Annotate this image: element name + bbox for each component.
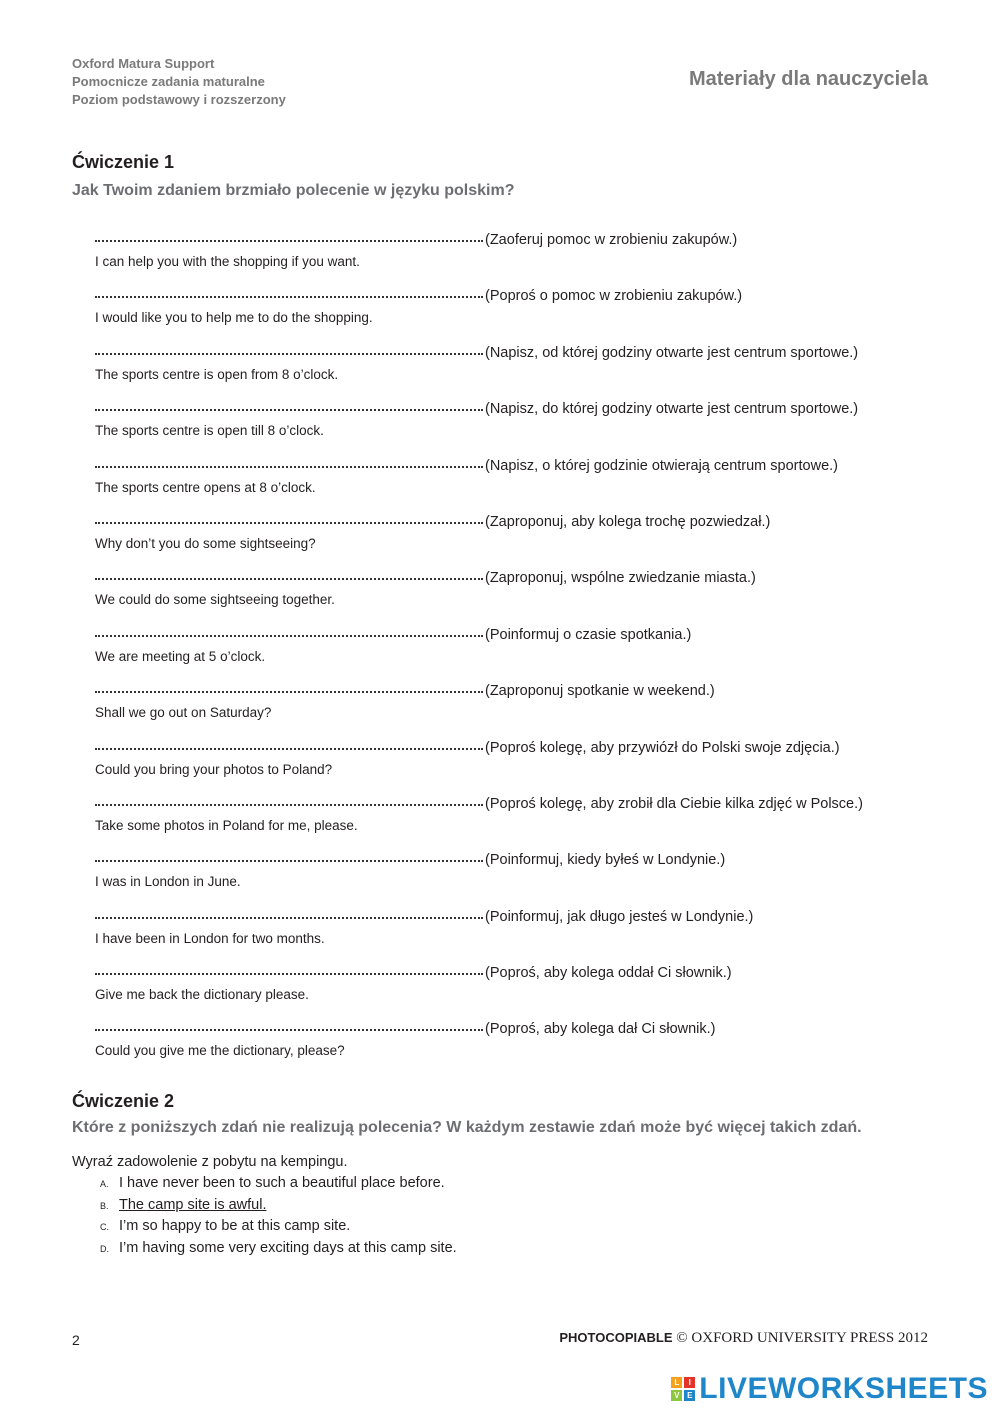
answer-blank[interactable] [95, 282, 483, 298]
answer-blank[interactable] [95, 959, 483, 975]
exercise-2-prompt: Wyraź zadowolenie z pobytu na kempingu. [72, 1154, 348, 1170]
polish-hint: (Poinformuj, kiedy byłeś w Londynie.) [485, 852, 726, 869]
answer-blank[interactable] [95, 734, 483, 750]
polish-hint: (Zaoferuj pomoc w zrobieniu zakupów.) [485, 232, 738, 248]
exercise-1-items [95, 228, 925, 1074]
answer-blank[interactable] [95, 339, 483, 355]
logo-square: I [684, 1377, 695, 1388]
exercise-item [95, 736, 925, 792]
answer-blank[interactable] [95, 1015, 483, 1031]
english-sentence: I was in London in June. [95, 874, 241, 890]
answer-blank[interactable] [95, 677, 483, 693]
exercise-item [95, 623, 925, 679]
option-item [100, 1240, 457, 1262]
exercise-item [95, 961, 925, 1017]
liveworksheets-brand[interactable] [671, 1372, 988, 1406]
copyright-text: © OXFORD UNIVERSITY PRESS 2012 [676, 1330, 928, 1346]
logo-square: V [671, 1390, 682, 1401]
answer-line [95, 228, 925, 252]
header-line: Oxford Matura Support [72, 56, 215, 71]
polish-hint: (Poproś kolegę, aby zrobił dla Ciebie kilka zdjęć w Polsce.) [485, 795, 863, 812]
english-sentence: I can help you with the shopping if you want. [95, 254, 360, 269]
exercise-item [95, 341, 925, 397]
polish-hint: (Napisz, do której godziny otwarte jest centrum sportowe.) [485, 401, 859, 418]
answer-line [95, 341, 925, 365]
english-sentence: Take some photos in Poland for me, please. [95, 817, 358, 833]
answer-line [95, 510, 925, 534]
english-sentence: Could you give me the dictionary, please? [95, 1043, 345, 1059]
polish-hint: (Zaproponuj spotkanie w weekend.) [485, 683, 715, 700]
exercise-item [95, 397, 925, 453]
answer-line [95, 566, 925, 590]
answer-blank[interactable] [95, 564, 483, 580]
logo-square: L [671, 1377, 682, 1388]
polish-hint: (Poinformuj o czasie spotkania.) [485, 626, 692, 643]
answer-blank[interactable] [95, 790, 483, 806]
exercise-2-options [100, 1175, 457, 1261]
exercise-2-instruction: Które z poniższych zdań nie realizują polecenia? W każdym zestawie zdań może być więcej takich zdań. [72, 1119, 862, 1136]
answer-blank[interactable] [95, 621, 483, 637]
polish-hint: (Poproś, aby kolega dał Ci słownik.) [485, 1021, 716, 1038]
answer-blank[interactable] [95, 226, 483, 242]
english-sentence: We are meeting at 5 o’clock. [95, 648, 266, 664]
english-sentence: We could do some sightseeing together. [95, 592, 335, 608]
answer-line [95, 848, 925, 872]
english-sentence: I would like you to help me to do the shopping. [95, 310, 373, 326]
english-sentence: Give me back the dictionary please. [95, 987, 309, 1003]
option-text: I’m having some very exciting days at this camp site. [119, 1239, 457, 1256]
exercise-item [95, 1017, 925, 1073]
exercise-2-title: Ćwiczenie 2 [72, 1091, 175, 1111]
answer-line [95, 679, 925, 703]
polish-hint: (Napisz, o której godzinie otwierają centrum sportowe.) [485, 457, 838, 474]
option-text: I have never been to such a beautiful place before. [119, 1175, 445, 1191]
option-letter: D. [100, 1243, 109, 1254]
polish-hint: (Napisz, od której godziny otwarte jest centrum sportowe.) [485, 344, 859, 361]
exercise-item [95, 566, 925, 622]
answer-line [95, 397, 925, 421]
option-letter: B. [100, 1200, 109, 1211]
page-number: 2 [72, 1332, 80, 1348]
english-sentence: The sports centre is open from 8 o’clock. [95, 366, 339, 382]
polish-hint: (Poproś o pomoc w zrobieniu zakupów.) [485, 288, 743, 305]
exercise-item [95, 454, 925, 510]
exercise-item [95, 905, 925, 961]
english-sentence: The sports centre is open till 8 o’clock. [95, 423, 324, 439]
exercise-item [95, 792, 925, 848]
photocopiable-label: PHOTOCOPIABLE [559, 1330, 673, 1345]
answer-line [95, 623, 925, 647]
header-line: Pomocnicze zadania maturalne [72, 74, 265, 89]
option-item [100, 1197, 457, 1219]
answer-blank[interactable] [95, 395, 483, 411]
polish-hint: (Zaproponuj, aby kolega trochę pozwiedzał.) [485, 513, 771, 530]
option-item [100, 1175, 457, 1197]
answer-line [95, 284, 925, 308]
exercise-item [95, 848, 925, 904]
header-line: Poziom podstawowy i rozszerzony [72, 92, 286, 107]
answer-blank[interactable] [95, 508, 483, 524]
brand-name: LIVEWORKSHEETS [699, 1372, 988, 1405]
english-sentence: I have been in London for two months. [95, 930, 325, 946]
answer-blank[interactable] [95, 903, 483, 919]
exercise-item [95, 510, 925, 566]
answer-line [95, 1017, 925, 1041]
answer-line [95, 961, 925, 985]
english-sentence: Shall we go out on Saturday? [95, 705, 272, 721]
exercise-item [95, 284, 925, 340]
teacher-materials-title: Materiały dla nauczyciela [688, 68, 928, 90]
answer-line [95, 905, 925, 929]
answer-line [95, 454, 925, 478]
polish-hint: (Poinformuj, jak długo jesteś w Londynie.) [485, 908, 754, 925]
answer-line [95, 792, 925, 816]
logo-square: E [684, 1390, 695, 1401]
english-sentence: Why don’t you do some sightseeing? [95, 535, 316, 551]
answer-line [95, 736, 925, 760]
header-publisher-block [72, 55, 286, 109]
copyright-line [559, 1330, 928, 1347]
option-item [100, 1218, 457, 1240]
exercise-1-instruction: Jak Twoim zdaniem brzmiało polecenie w języku polskim? [72, 182, 515, 199]
option-text: I’m so happy to be at this camp site. [119, 1218, 351, 1234]
exercise-item [95, 679, 925, 735]
polish-hint: (Zaproponuj, wspólne zwiedzanie miasta.) [485, 570, 756, 587]
polish-hint: (Poproś, aby kolega oddał Ci słownik.) [485, 965, 732, 982]
liveworksheets-logo-icon [671, 1377, 695, 1401]
answer-blank[interactable] [95, 452, 483, 468]
option-letter: A. [100, 1179, 109, 1189]
option-text: The camp site is awful. [119, 1196, 267, 1213]
exercise-item [95, 228, 925, 284]
exercise-1-title: Ćwiczenie 1 [72, 152, 175, 172]
answer-blank[interactable] [95, 846, 483, 862]
english-sentence: Could you bring your photos to Poland? [95, 761, 333, 777]
polish-hint: (Poproś kolegę, aby przywiózł do Polski swoje zdjęcia.) [485, 739, 840, 756]
english-sentence: The sports centre opens at 8 o’clock. [95, 479, 316, 495]
option-letter: C. [100, 1222, 109, 1232]
